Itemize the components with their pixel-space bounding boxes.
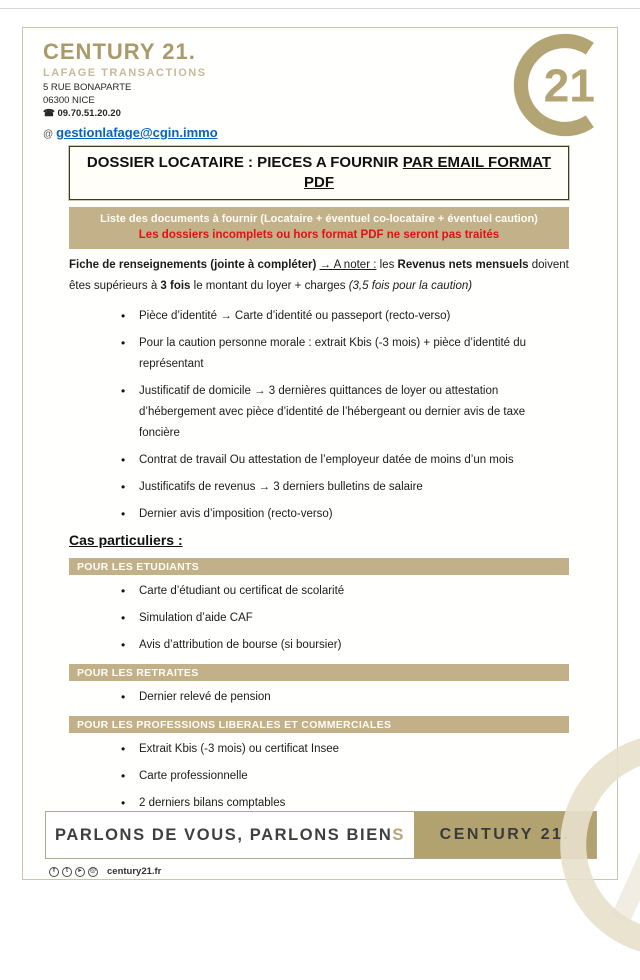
address-line-2: 06300 NICE [43,95,95,106]
retraites-list [121,687,569,708]
slogan-main: PARLONS DE VOUS, PARLONS BIEN [55,825,393,844]
instruction-banner [69,207,569,249]
banner-line-1: Liste des documents à fournir (Locataire + éventuel co-locataire + éventuel caution) [100,213,538,225]
facebook-icon: f [49,867,59,877]
list-item: • Simulation d’aide CAF [121,608,569,629]
agency-name: LAFAGE TRANSACTIONS [43,67,207,79]
footer-slogan [46,812,414,858]
list-item: • Carte d’étudiant ou certificat de scolarité [121,581,569,602]
website-text: century21.fr [107,866,162,877]
phone-icon: ☎ [43,108,55,119]
list-item: • Dernier avis d’imposition (recto-verso) [121,504,569,525]
instagram-icon: @ [88,867,98,877]
intro-text-2: doivent êtes supérieurs à [69,259,569,292]
intro-italic: (3,5 fois pour la caution) [348,280,473,292]
header [23,28,617,146]
twitter-icon: t [62,867,72,877]
intro-bold-2: 3 fois [160,280,191,292]
at-icon: @ [43,129,54,140]
top-divider [0,8,640,9]
list-item: • Extrait Kbis (-3 mois) ou certificat Insee [121,739,569,760]
professions-list [121,739,569,814]
list-item: • Pièce d’identité → Carte d’identité ou passeport (recto-verso) [121,306,569,327]
intro-bold-1: Revenus nets mensuels [397,259,529,271]
footer-strip [45,811,597,859]
slogan-accent: S [392,825,405,844]
section-header-professions: POUR LES PROFESSIONS LIBERALES ET COMMERCIALES [69,716,569,733]
list-item: • Pour la caution personne morale : extrait Kbis (-3 mois) + pièce d’identité du représentant [121,333,569,375]
main-content [23,146,617,814]
intro-note: → A noter : [319,259,377,271]
phone-number: 09.70.51.20.20 [57,108,121,119]
documents-list [121,306,569,525]
brand-wordmark: CENTURY 21. [43,39,196,64]
title-underlined: PAR EMAIL FORMAT PDF [304,154,552,191]
list-item: • Carte professionnelle [121,766,569,787]
list-item: • Justificatifs de revenus → 3 derniers bulletins de salaire [121,477,569,498]
century21-seal-icon [504,30,614,140]
intro-text-3: le montant du loyer + charges [190,280,349,292]
list-item: • Contrat de travail Ou attestation de l’employeur datée de moins d’un mois [121,450,569,471]
svg-text:21: 21 [543,59,595,112]
banner-line-2: Les dossiers incomplets ou hors format PDF ne seront pas traités [138,229,500,241]
footer-brand-block: CENTURY 21. [414,812,596,858]
document-title [69,146,569,200]
list-item: • Avis d’attribution de bourse (si boursier) [121,635,569,656]
email-link[interactable]: gestionlafage@cgin.immo [56,125,218,140]
title-main: DOSSIER LOCATAIRE : PIECES A FOURNIR [86,154,403,171]
intro-paragraph [69,255,569,297]
special-cases-heading: Cas particuliers : [69,532,183,548]
etudiants-list [121,581,569,656]
address-line-1: 5 RUE BONAPARTE [43,82,132,93]
list-item: • 2 derniers bilans comptables [121,793,569,814]
list-item: • Dernier relevé de pension [121,687,569,708]
youtube-icon: ▸ [75,867,85,877]
section-header-etudiants: POUR LES ETUDIANTS [69,558,569,575]
section-header-retraites: POUR LES RETRAITES [69,664,569,681]
page-frame [22,27,618,880]
footer-social-row [49,866,161,877]
intro-bold-lead: Fiche de renseignements (jointe à compléter) [69,259,320,271]
list-item: • Justificatif de domicile → 3 dernières quittances de loyer ou attestation d’hébergement avec pièce d’identité de l’hébergeant ou dernier avis de taxe foncière [121,381,569,444]
intro-text-1: les [376,259,398,271]
